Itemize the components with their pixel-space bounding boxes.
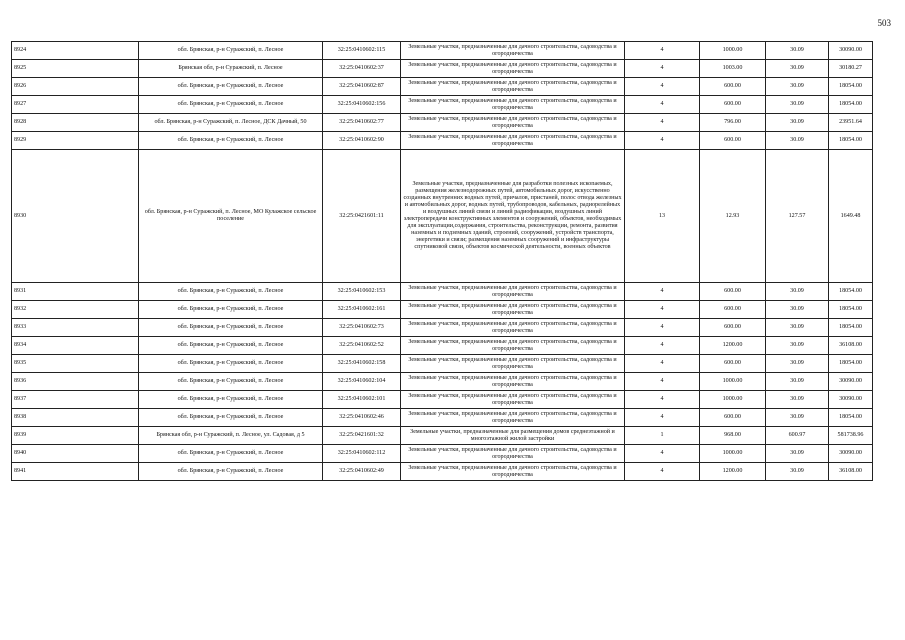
- cadastral-number-cell: 32:25:0410602:101: [323, 391, 401, 409]
- land-use-cell: Земельные участки, предназначенные для дачного строительства, садоводства и огородничества: [401, 301, 625, 319]
- record-number: 8941: [12, 463, 139, 481]
- cadastral-number-cell: 32:25:0410602:112: [323, 445, 401, 463]
- unit-value-cell: 30.09: [766, 78, 829, 96]
- land-use-cell: Земельные участки, предназначенные для дачного строительства, садоводства и огородничества: [401, 114, 625, 132]
- cadastral-number-cell: 32:25:0410602:158: [323, 355, 401, 373]
- area-cell: 600.00: [700, 132, 766, 150]
- land-use-cell: Земельные участки, предназначенные для дачного строительства, садоводства и огородничества: [401, 60, 625, 78]
- table-row: [12, 373, 873, 391]
- address-cell: обл. Брянская, р-н Суражский, п. Лесное: [139, 319, 323, 337]
- address-cell: обл. Брянская, р-н Суражский, п. Лесное: [139, 409, 323, 427]
- record-number: 8928: [12, 114, 139, 132]
- unit-value-cell: 30.09: [766, 445, 829, 463]
- record-number: 8926: [12, 78, 139, 96]
- cadastral-value-cell: 30090.00: [829, 373, 873, 391]
- address-cell: обл. Брянская, р-н Суражский, п. Лесное: [139, 373, 323, 391]
- area-cell: 1000.00: [700, 445, 766, 463]
- land-use-cell: Земельные участки, предназначенные для дачного строительства, садоводства и огородничества: [401, 391, 625, 409]
- land-registry-table: [11, 41, 873, 481]
- unit-value-cell: 30.09: [766, 409, 829, 427]
- cadastral-value-cell: 18054.00: [829, 132, 873, 150]
- table-row: [12, 427, 873, 445]
- area-cell: 1200.00: [700, 463, 766, 481]
- cadastral-value-cell: 30090.00: [829, 42, 873, 60]
- unit-value-cell: 30.09: [766, 463, 829, 481]
- land-use-cell: Земельные участки, предназначенные для дачного строительства, садоводства и огородничества: [401, 355, 625, 373]
- address-cell: обл. Брянская, р-н Суражский, п. Лесное: [139, 78, 323, 96]
- record-number: 8937: [12, 391, 139, 409]
- cadastral-value-cell: 30180.27: [829, 60, 873, 78]
- table-body: [12, 42, 873, 481]
- land-use-cell: Земельные участки, предназначенные для разработки полезных ископаемых, размещения железнодорожных путей, автомобильных дорог, искусственно созданных внутренних водных путей, причалов, пристаней, полос отвода железных и автомобильных дорог, водных путей, трубопроводов, кабельных, радиорелейных и воздушных линий связи и линий радиофикации, воздушных линий электропередачи конструктивных элементов и сооружений, объектов, необходимых для эксплуатации,содержания, строительства, реконструкции, ремонта, развития наземных и подземных зданий, строений, сооружений, устройств транспорта, энергетики и связи; размещения наземных сооружений и инфраструктуры спутниковой связи, объектов космической деятельности, военных объектов: [401, 150, 625, 283]
- cadastral-value-cell: 581738.96: [829, 427, 873, 445]
- address-cell: обл. Брянская, р-н Суражский, п. Лесное, МО Кулажское сельское поселение: [139, 150, 323, 283]
- area-cell: 600.00: [700, 96, 766, 114]
- address-cell: обл. Брянская, р-н Суражский, п. Лесное: [139, 463, 323, 481]
- land-use-cell: Земельные участки, предназначенные для размещения домов среднеэтажной и многоэтажной жилой застройки: [401, 427, 625, 445]
- category-cell: 4: [625, 373, 700, 391]
- table-row: [12, 283, 873, 301]
- unit-value-cell: 30.09: [766, 337, 829, 355]
- record-number: 8940: [12, 445, 139, 463]
- record-number: 8924: [12, 42, 139, 60]
- record-number: 8929: [12, 132, 139, 150]
- table-row: [12, 355, 873, 373]
- cadastral-value-cell: 18054.00: [829, 96, 873, 114]
- cadastral-number-cell: 32:25:0410602:156: [323, 96, 401, 114]
- unit-value-cell: 30.09: [766, 96, 829, 114]
- land-use-cell: Земельные участки, предназначенные для дачного строительства, садоводства и огородничества: [401, 463, 625, 481]
- category-cell: 4: [625, 355, 700, 373]
- category-cell: 4: [625, 391, 700, 409]
- cadastral-value-cell: 30090.00: [829, 391, 873, 409]
- table-row: [12, 150, 873, 283]
- table-row: [12, 337, 873, 355]
- cadastral-value-cell: 18054.00: [829, 301, 873, 319]
- land-use-cell: Земельные участки, предназначенные для дачного строительства, садоводства и огородничества: [401, 42, 625, 60]
- cadastral-number-cell: 32:25:0410602:73: [323, 319, 401, 337]
- record-number: 8930: [12, 150, 139, 283]
- area-cell: 600.00: [700, 319, 766, 337]
- area-cell: 1003.00: [700, 60, 766, 78]
- category-cell: 4: [625, 409, 700, 427]
- table-row: [12, 96, 873, 114]
- category-cell: 4: [625, 283, 700, 301]
- cadastral-number-cell: 32:25:0421601:11: [323, 150, 401, 283]
- unit-value-cell: 30.09: [766, 132, 829, 150]
- category-cell: 4: [625, 96, 700, 114]
- cadastral-number-cell: 32:25:0410602:153: [323, 283, 401, 301]
- table-row: [12, 42, 873, 60]
- address-cell: обл. Брянская, р-н Суражский, п. Лесное: [139, 283, 323, 301]
- record-number: 8931: [12, 283, 139, 301]
- unit-value-cell: 30.09: [766, 283, 829, 301]
- address-cell: Брянская обл, р-н Суражский, п. Лесное: [139, 60, 323, 78]
- record-number: 8927: [12, 96, 139, 114]
- address-cell: обл. Брянская, р-н Суражский, п. Лесное: [139, 301, 323, 319]
- category-cell: 13: [625, 150, 700, 283]
- land-use-cell: Земельные участки, предназначенные для дачного строительства, садоводства и огородничества: [401, 132, 625, 150]
- category-cell: 4: [625, 132, 700, 150]
- cadastral-number-cell: 32:25:0410602:115: [323, 42, 401, 60]
- cadastral-value-cell: 36108.00: [829, 337, 873, 355]
- unit-value-cell: 30.09: [766, 373, 829, 391]
- cadastral-value-cell: 18054.00: [829, 78, 873, 96]
- record-number: 8932: [12, 301, 139, 319]
- address-cell: обл. Брянская, р-н Суражский, п. Лесное: [139, 355, 323, 373]
- address-cell: обл. Брянская, р-н Суражский, п. Лесное, ДСК Дачный, 50: [139, 114, 323, 132]
- table-row: [12, 319, 873, 337]
- land-use-cell: Земельные участки, предназначенные для дачного строительства, садоводства и огородничества: [401, 445, 625, 463]
- address-cell: обл. Брянская, р-н Суражский, п. Лесное: [139, 132, 323, 150]
- table-row: [12, 463, 873, 481]
- unit-value-cell: 600.97: [766, 427, 829, 445]
- area-cell: 600.00: [700, 355, 766, 373]
- land-use-cell: Земельные участки, предназначенные для дачного строительства, садоводства и огородничества: [401, 319, 625, 337]
- land-use-cell: Земельные участки, предназначенные для дачного строительства, садоводства и огородничества: [401, 96, 625, 114]
- cadastral-number-cell: 32:25:0410602:77: [323, 114, 401, 132]
- page-number: 503: [877, 18, 891, 28]
- category-cell: 4: [625, 114, 700, 132]
- unit-value-cell: 30.09: [766, 391, 829, 409]
- record-number: 8934: [12, 337, 139, 355]
- category-cell: 4: [625, 319, 700, 337]
- category-cell: 4: [625, 301, 700, 319]
- cadastral-number-cell: 32:25:0410602:161: [323, 301, 401, 319]
- address-cell: обл. Брянская, р-н Суражский, п. Лесное: [139, 391, 323, 409]
- unit-value-cell: 30.09: [766, 114, 829, 132]
- record-number: 8936: [12, 373, 139, 391]
- land-use-cell: Земельные участки, предназначенные для дачного строительства, садоводства и огородничества: [401, 409, 625, 427]
- address-cell: Брянская обл, р-н Суражский, п. Лесное, ул. Садовая, д 5: [139, 427, 323, 445]
- cadastral-value-cell: 23951.64: [829, 114, 873, 132]
- area-cell: 600.00: [700, 283, 766, 301]
- cadastral-number-cell: 32:25:0421601:32: [323, 427, 401, 445]
- cadastral-number-cell: 32:25:0410602:52: [323, 337, 401, 355]
- cadastral-value-cell: 30090.00: [829, 445, 873, 463]
- record-number: 8938: [12, 409, 139, 427]
- area-cell: 600.00: [700, 301, 766, 319]
- cadastral-value-cell: 18054.00: [829, 409, 873, 427]
- area-cell: 1000.00: [700, 42, 766, 60]
- cadastral-value-cell: 36108.00: [829, 463, 873, 481]
- land-use-cell: Земельные участки, предназначенные для дачного строительства, садоводства и огородничества: [401, 78, 625, 96]
- unit-value-cell: 30.09: [766, 355, 829, 373]
- area-cell: 12.93: [700, 150, 766, 283]
- address-cell: обл. Брянская, р-н Суражский, п. Лесное: [139, 96, 323, 114]
- unit-value-cell: 30.09: [766, 319, 829, 337]
- table-row: [12, 132, 873, 150]
- cadastral-number-cell: 32:25:0410602:87: [323, 78, 401, 96]
- category-cell: 4: [625, 60, 700, 78]
- table-row: [12, 409, 873, 427]
- unit-value-cell: 30.09: [766, 301, 829, 319]
- record-number: 8935: [12, 355, 139, 373]
- table-row: [12, 301, 873, 319]
- address-cell: обл. Брянская, р-н Суражский, п. Лесное: [139, 337, 323, 355]
- address-cell: обл. Брянская, р-н Суражский, п. Лесное: [139, 445, 323, 463]
- cadastral-value-cell: 18054.00: [829, 355, 873, 373]
- area-cell: 600.00: [700, 78, 766, 96]
- cadastral-value-cell: 18054.00: [829, 283, 873, 301]
- cadastral-number-cell: 32:25:0410602:37: [323, 60, 401, 78]
- category-cell: 4: [625, 78, 700, 96]
- category-cell: 4: [625, 445, 700, 463]
- category-cell: 4: [625, 463, 700, 481]
- cadastral-number-cell: 32:25:0410602:104: [323, 373, 401, 391]
- land-use-cell: Земельные участки, предназначенные для дачного строительства, садоводства и огородничества: [401, 337, 625, 355]
- unit-value-cell: 30.09: [766, 60, 829, 78]
- record-number: 8939: [12, 427, 139, 445]
- area-cell: 1200.00: [700, 337, 766, 355]
- category-cell: 4: [625, 42, 700, 60]
- land-use-cell: Земельные участки, предназначенные для дачного строительства, садоводства и огородничества: [401, 373, 625, 391]
- table-row: [12, 391, 873, 409]
- cadastral-number-cell: 32:25:0410602:49: [323, 463, 401, 481]
- unit-value-cell: 127.57: [766, 150, 829, 283]
- cadastral-number-cell: 32:25:0410602:46: [323, 409, 401, 427]
- table-row: [12, 60, 873, 78]
- area-cell: 968.00: [700, 427, 766, 445]
- area-cell: 600.00: [700, 409, 766, 427]
- table-row: [12, 78, 873, 96]
- table-row: [12, 445, 873, 463]
- category-cell: 4: [625, 337, 700, 355]
- area-cell: 796.00: [700, 114, 766, 132]
- record-number: 8925: [12, 60, 139, 78]
- land-use-cell: Земельные участки, предназначенные для дачного строительства, садоводства и огородничества: [401, 283, 625, 301]
- cadastral-value-cell: 18054.00: [829, 319, 873, 337]
- area-cell: 1000.00: [700, 373, 766, 391]
- address-cell: обл. Брянская, р-н Суражский, п. Лесное: [139, 42, 323, 60]
- cadastral-value-cell: 1649.48: [829, 150, 873, 283]
- area-cell: 1000.00: [700, 391, 766, 409]
- unit-value-cell: 30.09: [766, 42, 829, 60]
- record-number: 8933: [12, 319, 139, 337]
- table-row: [12, 114, 873, 132]
- cadastral-number-cell: 32:25:0410602:90: [323, 132, 401, 150]
- category-cell: 1: [625, 427, 700, 445]
